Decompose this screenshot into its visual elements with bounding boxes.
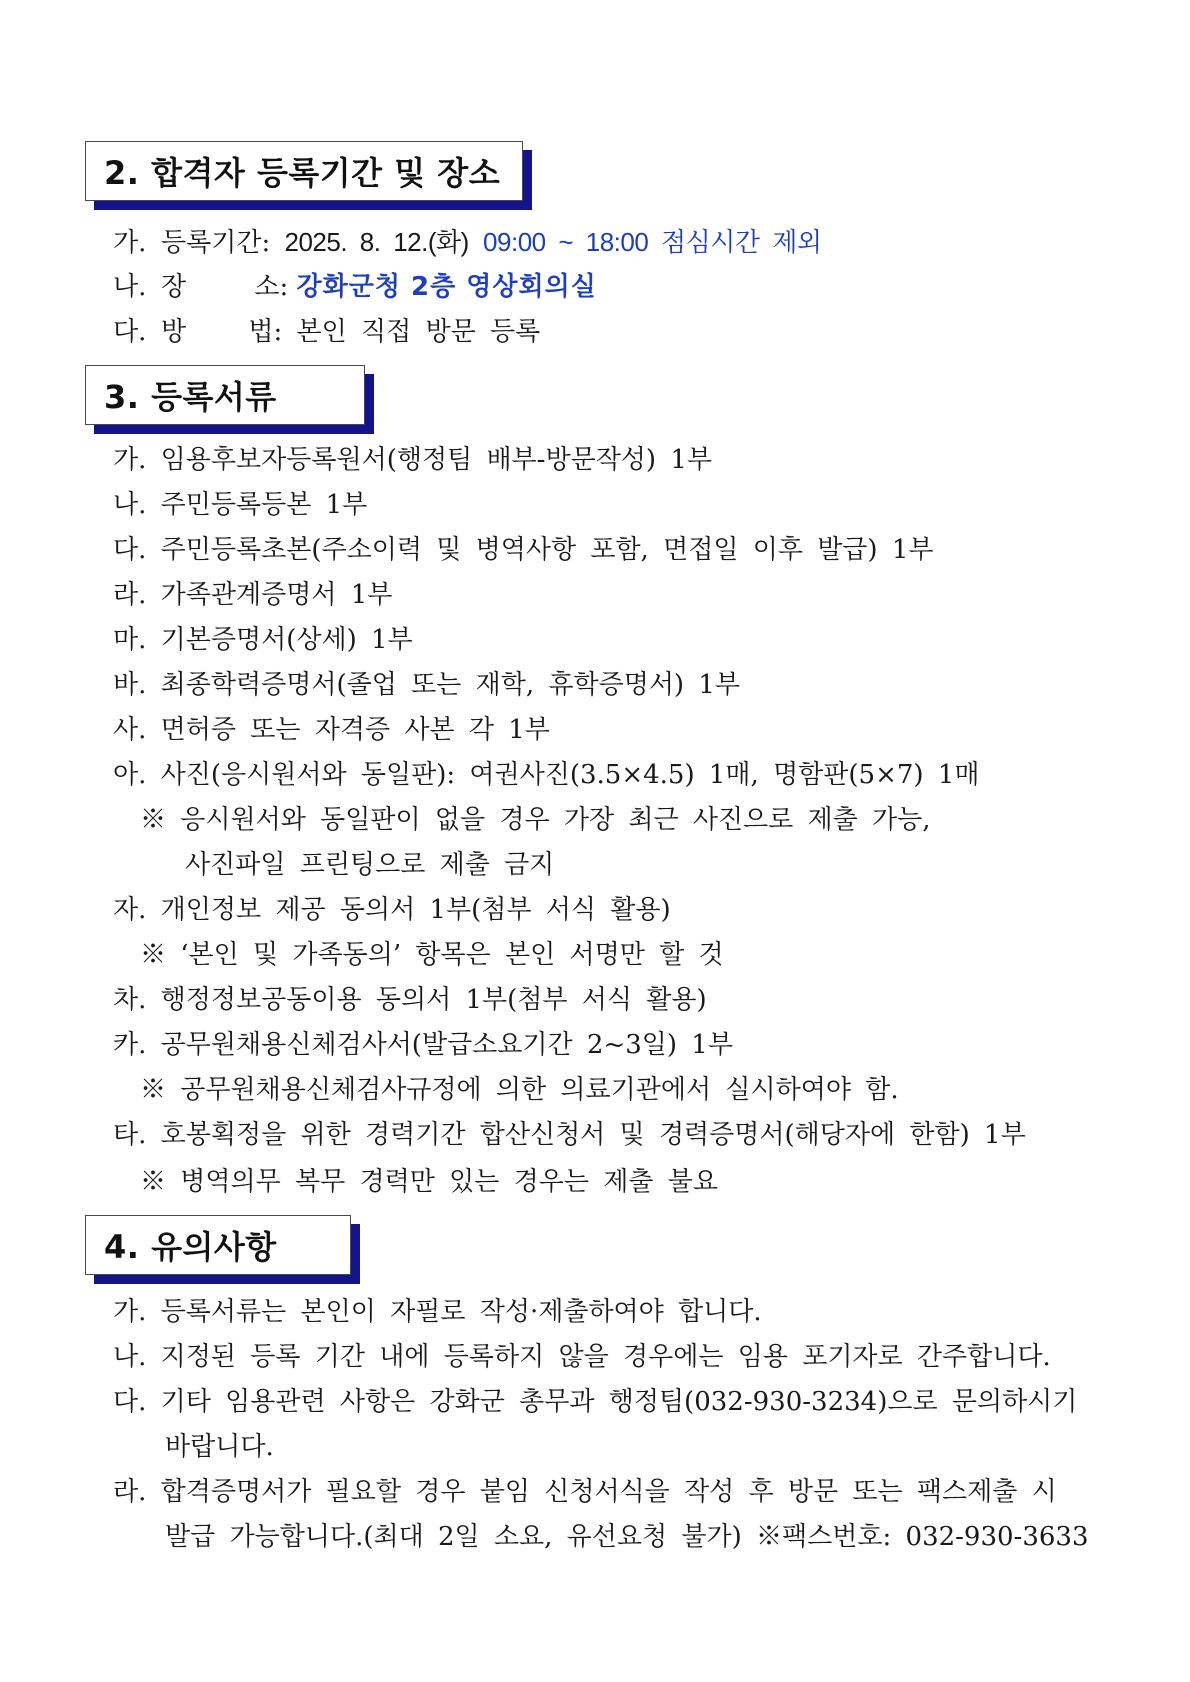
document-item: 자. 개인정보 제공 동의서 1부(첨부 서식 활용) [113, 895, 671, 925]
item-key: 등록기간: [161, 228, 271, 258]
item-label: 다. [113, 317, 147, 347]
document-item: 차. 행정정보공동이용 동의서 1부(첨부 서식 활용) [113, 985, 707, 1015]
notice-item: 가. 등록서류는 본인이 자필로 작성·제출하여야 합니다. [113, 1297, 762, 1327]
registration-method-line [113, 312, 540, 352]
document-note: ※ 응시원서와 동일판이 없을 경우 가장 최근 사진으로 제출 가능, [140, 805, 931, 835]
document-item: 나. 주민등록등본 1부 [113, 490, 368, 520]
document-note: ※ ‘본인 및 가족동의’ 항목은 본인 서명만 할 것 [140, 940, 724, 970]
item-key: 장 소: [161, 272, 289, 302]
document-item: 가. 임용후보자등록원서(행정팀 배부-방문작성) 1부 [113, 445, 712, 475]
document-note: ※ 공무원채용신체검사규정에 의한 의료기관에서 실시하여야 함. [140, 1075, 899, 1105]
document-item: 바. 최종학력증명서(졸업 또는 재학, 휴학증명서) 1부 [113, 670, 741, 700]
registration-date: 2025. 8. 12.(화) [284, 227, 469, 257]
document-item: 카. 공무원채용신체검사서(발급소요기간 2~3일) 1부 [113, 1030, 733, 1060]
document-item: 라. 가족관계증명서 1부 [113, 580, 393, 610]
item-key: 방 법: [161, 317, 283, 347]
document-item: 마. 기본증명서(상세) 1부 [113, 625, 413, 655]
document-note: ※ 병역의무 복무 경력만 있는 경우는 제출 불요 [140, 1167, 718, 1197]
notice-item: 나. 지정된 등록 기간 내에 등록하지 않을 경우에는 임용 포기자로 간주합니다. [113, 1342, 1051, 1372]
section-2-heading: 2. 합격자 등록기간 및 장소 [85, 141, 523, 201]
document-item: 타. 호봉획정을 위한 경력기간 합산신청서 및 경력증명서(해당자에 한함) 1부 [113, 1120, 1026, 1150]
notice-item-continued: 바랍니다. [165, 1432, 274, 1462]
notice-item: 라. 합격증명서가 필요할 경우 붙임 신청서식을 작성 후 방문 또는 팩스제출 시 [113, 1477, 1057, 1507]
document-note-continued: 사진파일 프린팅으로 제출 금지 [185, 850, 555, 880]
notice-item-continued: 발급 가능합니다.(최대 2일 소요, 유선요청 불가) ※팩스번호: 032-930-3633 [165, 1522, 1089, 1552]
registration-method: 본인 직접 방문 등록 [296, 317, 541, 347]
document-item: 아. 사진(응시원서와 동일판): 여권사진(3.5×4.5) 1매, 명함판(5×7) 1매 [113, 760, 980, 790]
section-3-heading: 3. 등록서류 [85, 365, 365, 425]
registration-place-line [113, 267, 597, 307]
section-4-heading: 4. 유의사항 [85, 1215, 351, 1275]
registration-place: 강화군청 2층 영상회의실 [296, 272, 597, 302]
document-item: 다. 주민등록초본(주소이력 및 병역사항 포함, 면접일 이후 발급) 1부 [113, 535, 934, 565]
registration-time: 09:00 ~ 18:00 점심시간 제외 [483, 227, 822, 257]
notice-item: 다. 기타 임용관련 사항은 강화군 총무과 행정팀(032-930-3234)으로 문의하시기 [113, 1387, 1078, 1417]
document-item: 사. 면허증 또는 자격증 사본 각 1부 [113, 715, 550, 745]
registration-period-line [113, 222, 821, 262]
item-label: 나. [113, 272, 147, 302]
item-label: 가. [113, 228, 147, 258]
